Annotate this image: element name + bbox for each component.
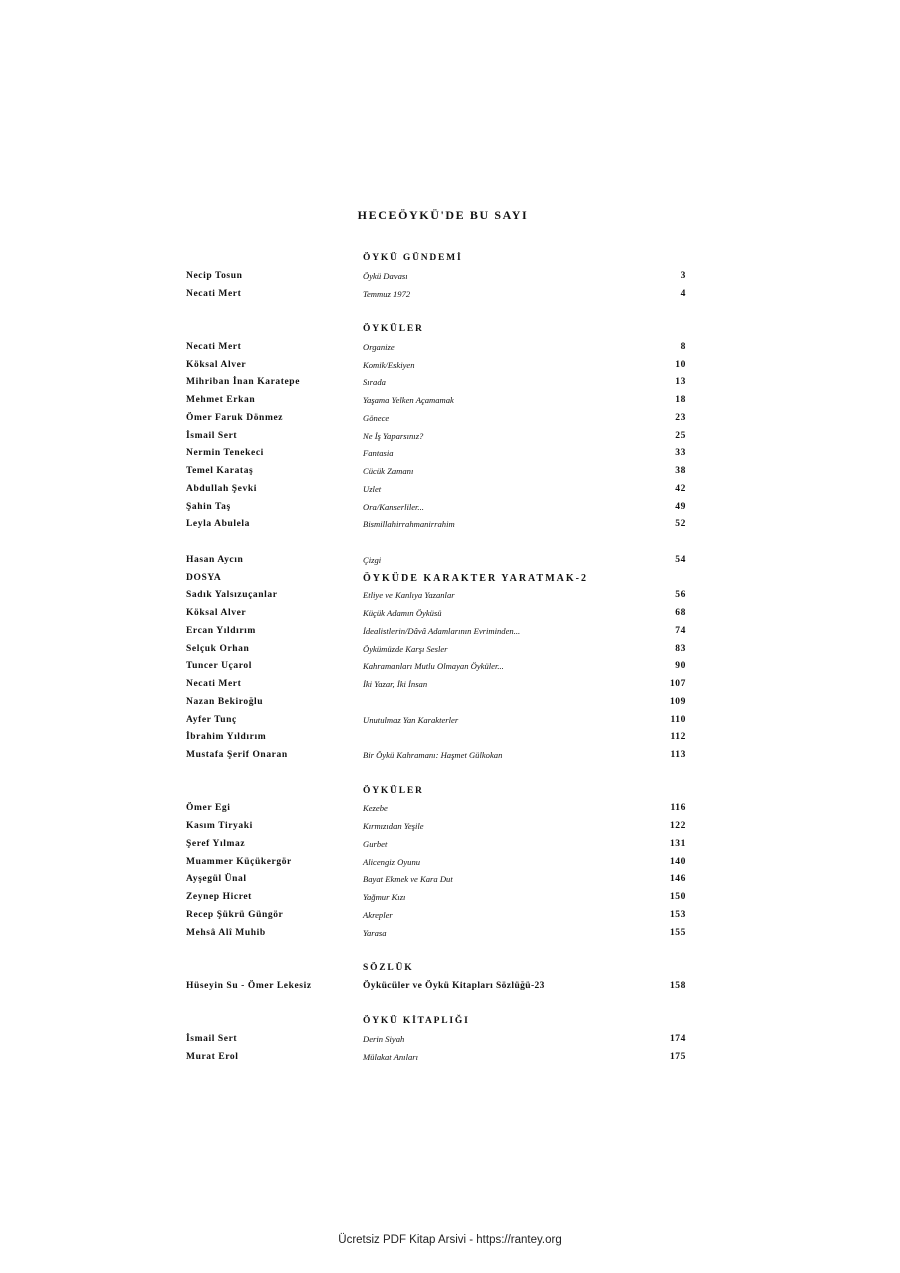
- entry-author: Mustafa Şerif Onaran: [186, 750, 288, 760]
- toc-entry: [186, 732, 688, 750]
- entry-title: Yaşama Yelken Açamamak: [363, 395, 454, 405]
- toc-entry: [186, 448, 688, 466]
- toc-entry: [186, 342, 688, 360]
- entry-page-number: 42: [675, 483, 686, 494]
- entry-page-number: 8: [680, 341, 686, 352]
- entry-page-number: 158: [669, 980, 686, 991]
- entry-author: Selçuk Orhan: [186, 643, 250, 654]
- entry-author: Ömer Egi: [186, 803, 231, 814]
- toc-entry: [186, 360, 688, 378]
- toc-entry: [186, 502, 688, 520]
- entry-title: Öykü Davası: [363, 270, 408, 281]
- entry-title: Gönece: [363, 412, 390, 423]
- entry-page-number: 90: [675, 661, 686, 672]
- toc-entry: [186, 697, 688, 715]
- entry-page-number: 23: [675, 412, 686, 423]
- entry-author: Temel Karataş: [186, 466, 254, 476]
- entry-author: Mehsâ Alî Muhib: [186, 927, 266, 938]
- toc-entry: [186, 484, 688, 502]
- toc-entry: [186, 555, 688, 573]
- entry-title: Fantasia: [363, 448, 394, 459]
- entry-author: Necati Mert: [186, 288, 242, 299]
- entry-page-number: 140: [669, 856, 686, 867]
- toc-entry: [186, 679, 688, 697]
- toc-entry: [186, 981, 688, 999]
- entry-title: Mülakat Anıları: [363, 1051, 418, 1062]
- dossier-title: ÖYKÜDE KARAKTER YARATMAK-2: [363, 572, 588, 584]
- entry-title: Temmuz 1972: [363, 288, 411, 299]
- toc-entry: [186, 644, 688, 662]
- entry-author: Necati Mert: [186, 679, 242, 689]
- toc-entry: [186, 821, 688, 839]
- entry-author: Mehmet Erkan: [186, 395, 256, 405]
- entry-title: Kahramanları Mutlu Olmayan Öyküler...: [363, 661, 504, 672]
- entry-page-number: 56: [675, 590, 686, 601]
- toc-entry: [186, 395, 688, 413]
- entry-title: Bayat Ekmek ve Kara Dut: [363, 874, 453, 885]
- entry-page-number: 10: [675, 359, 686, 370]
- toc-entry: [186, 803, 688, 821]
- section-heading-row: [186, 253, 688, 271]
- entry-author: Mihriban İnan Karatepe: [186, 377, 301, 388]
- entry-title: Cücük Zamanı: [363, 466, 414, 476]
- toc-entry: [186, 431, 688, 449]
- entry-title: Komik/Eskiyen: [363, 359, 415, 370]
- entry-author: Nazan Bekiroğlu: [186, 696, 264, 707]
- entry-author: Murat Erol: [186, 1051, 239, 1062]
- toc-entry: [186, 413, 688, 431]
- toc-entry: [186, 590, 688, 608]
- entry-title: Bismillahirrahmanirrahim: [363, 519, 455, 530]
- entry-author: Hasan Aycın: [186, 554, 244, 565]
- entry-author: Ömer Faruk Dönmez: [186, 412, 284, 423]
- entry-author: Sadık Yalsızuçanlar: [186, 590, 278, 601]
- entry-title: Öykümüzde Karşı Sesler: [363, 643, 448, 654]
- entry-title: Akrepler: [363, 909, 393, 920]
- section-heading: SÖZLÜK: [363, 963, 414, 973]
- entry-title: Ne İş Yaparsınız?: [363, 430, 424, 441]
- entry-page-number: 122: [669, 821, 686, 831]
- entry-title: Öykücüler ve Öykü Kitapları Sözlüğü-23: [363, 980, 545, 991]
- toc-entry: [186, 715, 688, 733]
- entry-author: Ercan Yıldırım: [186, 625, 256, 636]
- entry-author: Hüseyin Su - Ömer Lekesiz: [186, 980, 312, 991]
- entry-title: Kezebe: [363, 803, 388, 814]
- toc-entry: [186, 874, 688, 892]
- entry-author: Nermin Tenekeci: [186, 448, 264, 459]
- section-heading-row: [186, 1016, 688, 1034]
- section-heading-row: [186, 786, 688, 804]
- entry-page-number: 3: [680, 270, 686, 281]
- entry-author: Leyla Abulela: [186, 519, 251, 530]
- spacer: [186, 945, 688, 963]
- entry-page-number: 112: [670, 732, 686, 743]
- entry-title: Çizgi: [363, 554, 382, 565]
- spacer: [186, 768, 688, 786]
- entry-page-number: 18: [675, 395, 686, 405]
- section-heading: ÖYKÜ GÜNDEMİ: [363, 253, 463, 263]
- toc-entry: [186, 466, 688, 484]
- entry-author: İsmail Sert: [186, 430, 238, 441]
- entry-author: Abdullah Şevki: [186, 483, 257, 494]
- entry-page-number: 83: [675, 643, 686, 654]
- toc-entry: [186, 661, 688, 679]
- entry-page-number: 49: [675, 501, 686, 512]
- entry-title: İki Yazar, İki İnsan: [363, 679, 428, 689]
- entry-title: İdealistlerin/Dâvâ Adamlarının Evriminden...: [363, 625, 521, 636]
- entry-page-number: 4: [680, 288, 686, 299]
- toc-entry: [186, 910, 688, 928]
- entry-author: İsmail Sert: [186, 1034, 238, 1044]
- entry-page-number: 54: [675, 554, 686, 565]
- entry-author: Köksal Alver: [186, 359, 247, 370]
- entry-author: Ayşegül Ünal: [186, 874, 247, 885]
- entry-page-number: 109: [669, 696, 686, 707]
- section-heading-row: [186, 324, 688, 342]
- spacer: [186, 999, 688, 1017]
- entry-page-number: 131: [669, 838, 686, 849]
- section-heading: ÖYKÜLER: [363, 785, 424, 796]
- entry-page-number: 25: [675, 430, 686, 441]
- entry-author: İbrahim Yıldırım: [186, 732, 267, 743]
- entry-author: Necati Mert: [186, 341, 242, 352]
- section-heading: ÖYKÜLER: [363, 324, 424, 334]
- section-heading: ÖYKÜ KİTAPLIĞI: [363, 1016, 470, 1027]
- toc-entry: [186, 750, 688, 768]
- entry-title: Derin Siyah: [363, 1034, 405, 1044]
- entry-title: Yarasa: [363, 927, 387, 938]
- entry-author: Şahin Taş: [186, 501, 231, 512]
- entry-author: Muammer Küçükergör: [186, 856, 292, 867]
- entry-author: Necip Tosun: [186, 270, 243, 281]
- toc-entry: [186, 1034, 688, 1052]
- entry-title: Organize: [363, 341, 395, 352]
- entry-page-number: 52: [675, 519, 686, 530]
- page-title: HECEÖYKÜ'DE BU SAYI: [357, 208, 529, 222]
- entry-page-number: 116: [670, 803, 686, 814]
- entry-page-number: 38: [675, 466, 686, 476]
- toc-entry: [186, 608, 688, 626]
- entry-page-number: 155: [669, 927, 686, 938]
- entry-title: Gurbet: [363, 838, 388, 849]
- entry-title: Sırada: [363, 377, 386, 388]
- entry-page-number: 153: [669, 909, 686, 920]
- entry-author: Şeref Yılmaz: [186, 838, 246, 849]
- dossier-row: [186, 573, 688, 591]
- entry-page-number: 146: [669, 874, 686, 885]
- spacer: [186, 537, 688, 555]
- entry-title: Ora/Kanserliler...: [363, 501, 424, 512]
- toc-entry: [186, 377, 688, 395]
- entry-page-number: 175: [669, 1051, 686, 1062]
- entry-page-number: 110: [670, 714, 686, 725]
- spacer: [186, 306, 688, 324]
- entry-title: Küçük Adamın Öyküsü: [363, 608, 442, 618]
- entry-author: Recep Şükrü Güngör: [186, 909, 284, 920]
- toc-entry: [186, 626, 688, 644]
- footer-text: Ücretsiz PDF Kitap Arsivi - https://rantey.org: [338, 1234, 562, 1246]
- toc-entry: [186, 928, 688, 946]
- entry-page-number: 68: [675, 608, 686, 618]
- toc-entry: [186, 289, 688, 307]
- entry-page-number: 13: [675, 377, 686, 388]
- entry-author: Köksal Alver: [186, 608, 247, 618]
- entry-title: Bir Öykü Kahramanı: Haşmet Gülkokan: [363, 750, 503, 760]
- entry-title: Etliye ve Kanlıya Yazanlar: [363, 590, 455, 601]
- entry-title: Kırmızıdan Yeşile: [363, 821, 424, 831]
- entry-author: Kasım Tiryaki: [186, 821, 253, 831]
- entry-page-number: 150: [669, 892, 686, 902]
- entry-title: Uzlet: [363, 483, 382, 494]
- table-of-contents: [186, 253, 688, 1070]
- section-heading-row: [186, 963, 688, 981]
- toc-entry: [186, 271, 688, 289]
- entry-page-number: 113: [670, 750, 686, 760]
- entry-page-number: 107: [669, 679, 686, 689]
- toc-entry: [186, 857, 688, 875]
- toc-entry: [186, 839, 688, 857]
- toc-entry: [186, 519, 688, 537]
- entry-title: Unutulmaz Yan Karakterler: [363, 714, 459, 725]
- toc-entry: [186, 1052, 688, 1070]
- entry-page-number: 33: [675, 448, 686, 459]
- entry-author: Ayfer Tunç: [186, 714, 237, 725]
- toc-entry: [186, 892, 688, 910]
- dossier-label: DOSYA: [186, 572, 222, 583]
- entry-author: Tuncer Uçarol: [186, 661, 252, 672]
- entry-page-number: 174: [669, 1034, 686, 1044]
- entry-title: Alicengiz Oyunu: [363, 856, 421, 867]
- entry-author: Zeynep Hicret: [186, 892, 252, 902]
- entry-title: Yağmur Kızı: [363, 892, 406, 902]
- entry-page-number: 74: [675, 625, 686, 636]
